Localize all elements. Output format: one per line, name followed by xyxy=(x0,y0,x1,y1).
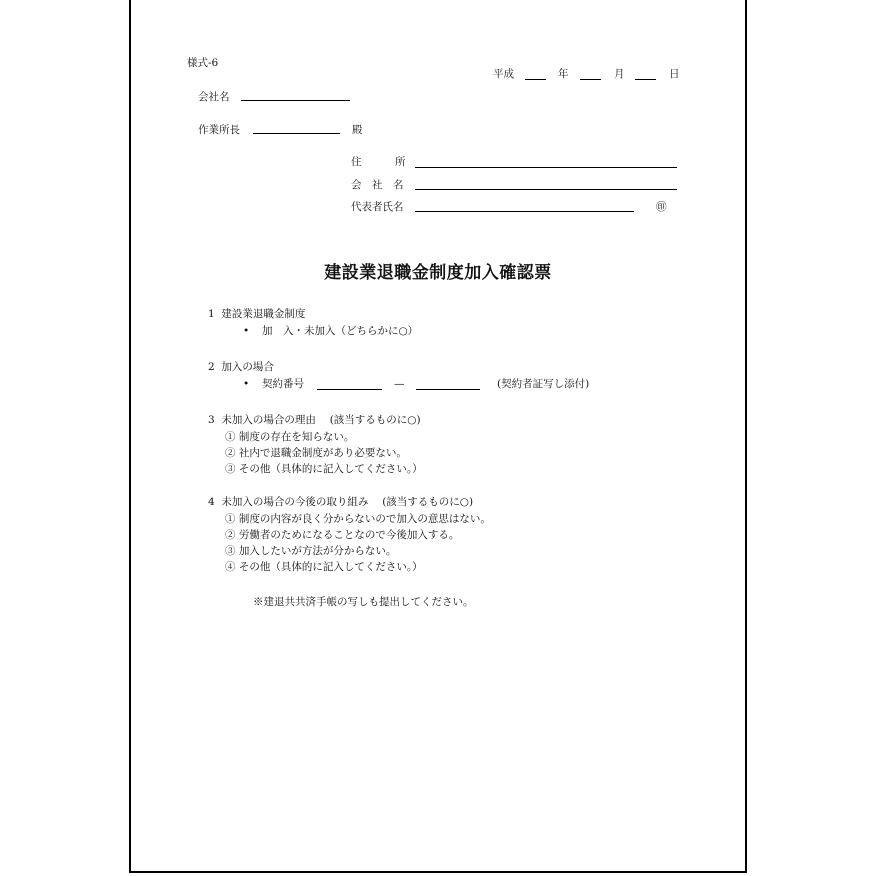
site-manager-field[interactable] xyxy=(253,133,340,134)
representative-field[interactable] xyxy=(415,211,634,212)
address-field[interactable] xyxy=(415,167,677,168)
date-year-label: 年 xyxy=(558,68,569,80)
address-label-2: 所 xyxy=(395,156,406,168)
day-field[interactable] xyxy=(635,79,656,80)
document-title: 建設業退職金制度加入確認票 xyxy=(324,263,552,283)
month-field[interactable] xyxy=(580,79,601,80)
address-label-1: 住 xyxy=(351,156,362,168)
date-month-label: 月 xyxy=(614,68,625,80)
section-3-heading: 3 未加入の場合の理由 (該当するものに○) xyxy=(208,414,421,426)
section-2-heading: 2 加入の場合 xyxy=(208,361,274,373)
contract-number-dash: — xyxy=(394,378,405,390)
footnote: ※建退共共済手帳の写しも提出してください。 xyxy=(253,596,474,608)
date-era: 平成 xyxy=(493,68,514,80)
plan-option[interactable]: ① 制度の内容が良く分からないので加入の意思はない。 xyxy=(225,513,491,525)
contract-note: (契約者証写し添付) xyxy=(497,378,590,390)
company-label: 会社名 xyxy=(198,91,230,103)
seal-icon: ㊞ xyxy=(656,201,667,213)
bullet-icon: • xyxy=(243,378,250,390)
site-manager-label: 作業所長 xyxy=(198,124,240,136)
form-number: 様式-6 xyxy=(187,57,219,69)
reason-option[interactable]: ① 制度の存在を知らない。 xyxy=(225,431,355,443)
membership-choice[interactable]: 加 入・未加入（どちらかに○） xyxy=(262,325,419,337)
plan-option[interactable]: ② 労働者のためになることなので今後加入する。 xyxy=(225,529,460,541)
reason-option[interactable]: ② 社内で退職金制度があり必要ない。 xyxy=(225,447,407,459)
plan-option[interactable]: ③ 加入したいが方法が分からない。 xyxy=(225,545,397,557)
date-day-label: 日 xyxy=(669,68,680,80)
year-field[interactable] xyxy=(525,79,546,80)
representative-label: 代表者氏名 xyxy=(351,201,404,213)
company-field[interactable] xyxy=(241,100,350,101)
contract-number-label: 契約番号 xyxy=(262,378,304,390)
plan-option[interactable]: ④ その他（具体的に記入してください。） xyxy=(225,561,423,573)
applicant-company-label: 会 社 名 xyxy=(351,179,404,191)
reason-option[interactable]: ③ その他（具体的に記入してください。） xyxy=(225,463,423,475)
contract-number-field-1[interactable] xyxy=(317,389,382,390)
section-4-heading: 4 未加入の場合の今後の取り組み (該当するものに○) xyxy=(208,496,474,508)
section-1-heading: 1 建設業退職金制度 xyxy=(208,308,306,320)
applicant-company-field[interactable] xyxy=(415,189,677,190)
bullet-icon: • xyxy=(243,325,250,337)
honorific: 殿 xyxy=(352,124,363,136)
contract-number-field-2[interactable] xyxy=(416,389,480,390)
